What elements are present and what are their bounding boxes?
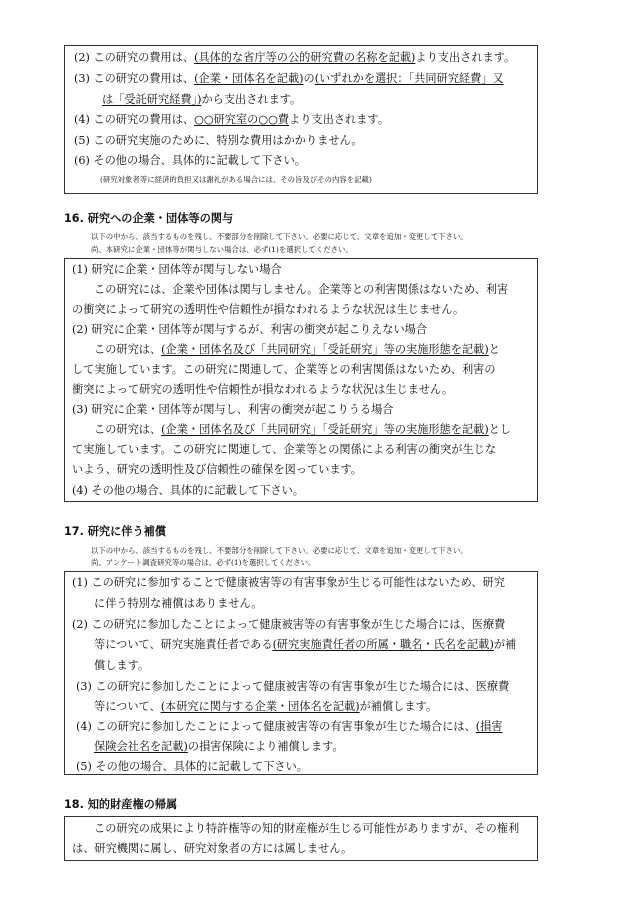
section-16-instruction-2: 尚、本研究に企業・団体等が関与しない場合は、必ず(1)を選択してください。 bbox=[91, 245, 353, 254]
expense-item-3: (3) この研究の費用は、(企業・団体名を記載)の(いずれかを選択：「共同研究経費」又 bbox=[74, 72, 504, 85]
expense-item-2: (2) この研究の費用は、(具体的な省庁等の公的研究費の名称を記載)より支出されます。 bbox=[74, 51, 516, 64]
compensation-item-2: (2) この研究に参加したことによって健康被害等の有害事象が生じた場合には、医療費 bbox=[72, 618, 506, 631]
compensation-text: 等について、研究実施責任者である(研究実施責任者の所属・職名・氏名を記載)が補 bbox=[94, 638, 517, 651]
compensation-text: 保険会社名を記載)の損害保険により補償します。 bbox=[94, 740, 344, 753]
involvement-text: この研究は、(企業・団体名及び「共同研究」「受託研究」等の実施形態を記載)とし bbox=[94, 423, 512, 436]
compensation-text: に伴う特別な補償はありません。 bbox=[94, 597, 263, 610]
section-16-heading: 16. 研究への企業・団体等の関与 bbox=[64, 212, 234, 225]
involvement-text: て実施しています。この研究に関連して、企業等との関係による利害の衝突が生じな bbox=[72, 443, 497, 456]
ip-text: この研究の成果により特許権等の知的財産権が生じる可能性がありますが、その権利 bbox=[94, 822, 520, 835]
compensation-item-1: (1) この研究に参加することで健康被害等の有害事象が生じる可能性はないため、研究 bbox=[72, 576, 505, 589]
section-16-instruction-1: 以下の中から、該当するものを残し、不要部分を削除して下さい。必要に応じて、文章を追加・変更して下さい。 bbox=[91, 232, 468, 241]
expense-item-6: (6) その他の場合、具体的に記載して下さい。 bbox=[74, 154, 306, 167]
compensation-item-4: (4) この研究に参加したことによって健康被害等の有害事象が生じた場合には、(損害 bbox=[76, 720, 503, 733]
compensation-item-3: (3) この研究に参加したことによって健康被害等の有害事象が生じた場合には、医療費 bbox=[76, 680, 510, 693]
involvement-text: の衝突によって研究の透明性や信頼性が損なわれるような状況は生じません。 bbox=[72, 303, 465, 316]
section-17-instruction-2: 尚、アンケート調査研究等の場合は、必ず(1)を選択してください。 bbox=[91, 558, 316, 567]
involvement-text: この研究は、(企業・団体名及び「共同研究」「受託研究」等の実施形態を記載)と bbox=[94, 343, 500, 356]
involvement-item-4: (4) その他の場合、具体的に記載して下さい。 bbox=[72, 484, 304, 497]
expense-note: (研究対象者等に経済的負担又は謝礼がある場合には、その旨及びその内容を記載) bbox=[100, 175, 372, 184]
involvement-item-1: (1) 研究に企業・団体等が関与しない場合 bbox=[72, 263, 282, 276]
compensation-text: 等について、(本研究に関与する企業・団体名を記載)が補償します。 bbox=[94, 700, 438, 713]
expense-item-3-cont: は「受託研究経費」)から支出されます。 bbox=[102, 93, 302, 106]
involvement-text: いよう、研究の透明性及び信頼性の確保を図っています。 bbox=[72, 463, 362, 476]
section-18-heading: 18. 知的財産権の帰属 bbox=[64, 798, 178, 811]
compensation-item-5: (5) その他の場合、具体的に記載して下さい。 bbox=[76, 760, 308, 773]
expense-item-5: (5) この研究実施のために、特別な費用はかかりません。 bbox=[74, 134, 363, 147]
involvement-item-2: (2) 研究に企業・団体等が関与するが、利害の衝突が起こりえない場合 bbox=[72, 323, 428, 336]
involvement-item-3: (3) 研究に企業・団体等が関与し、利害の衝突が起こりうる場合 bbox=[72, 403, 394, 416]
ip-text: は、研究機関に属し、研究対象者の方には属しません。 bbox=[72, 842, 353, 855]
compensation-text: 償します。 bbox=[94, 659, 150, 672]
expense-item-4: (4) この研究の費用は、○○研究室の○○費より支出されます。 bbox=[74, 113, 389, 126]
involvement-text: この研究には、企業や団体は関与しません。企業等との利害関係はないため、利害 bbox=[94, 283, 509, 296]
involvement-text: 衝突によって研究の透明性や信頼性が損なわれるような状況は生じません。 bbox=[72, 383, 454, 396]
involvement-text: して実施しています。この研究に関連して、企業等との利害関係はないため、利害の bbox=[72, 363, 496, 376]
section-17-heading: 17. 研究に伴う補償 bbox=[64, 525, 167, 538]
section-17-instruction-1: 以下の中から、該当するものを残し、不要部分を削除して下さい。必要に応じて、文章を追加・変更して下さい。 bbox=[91, 546, 468, 555]
